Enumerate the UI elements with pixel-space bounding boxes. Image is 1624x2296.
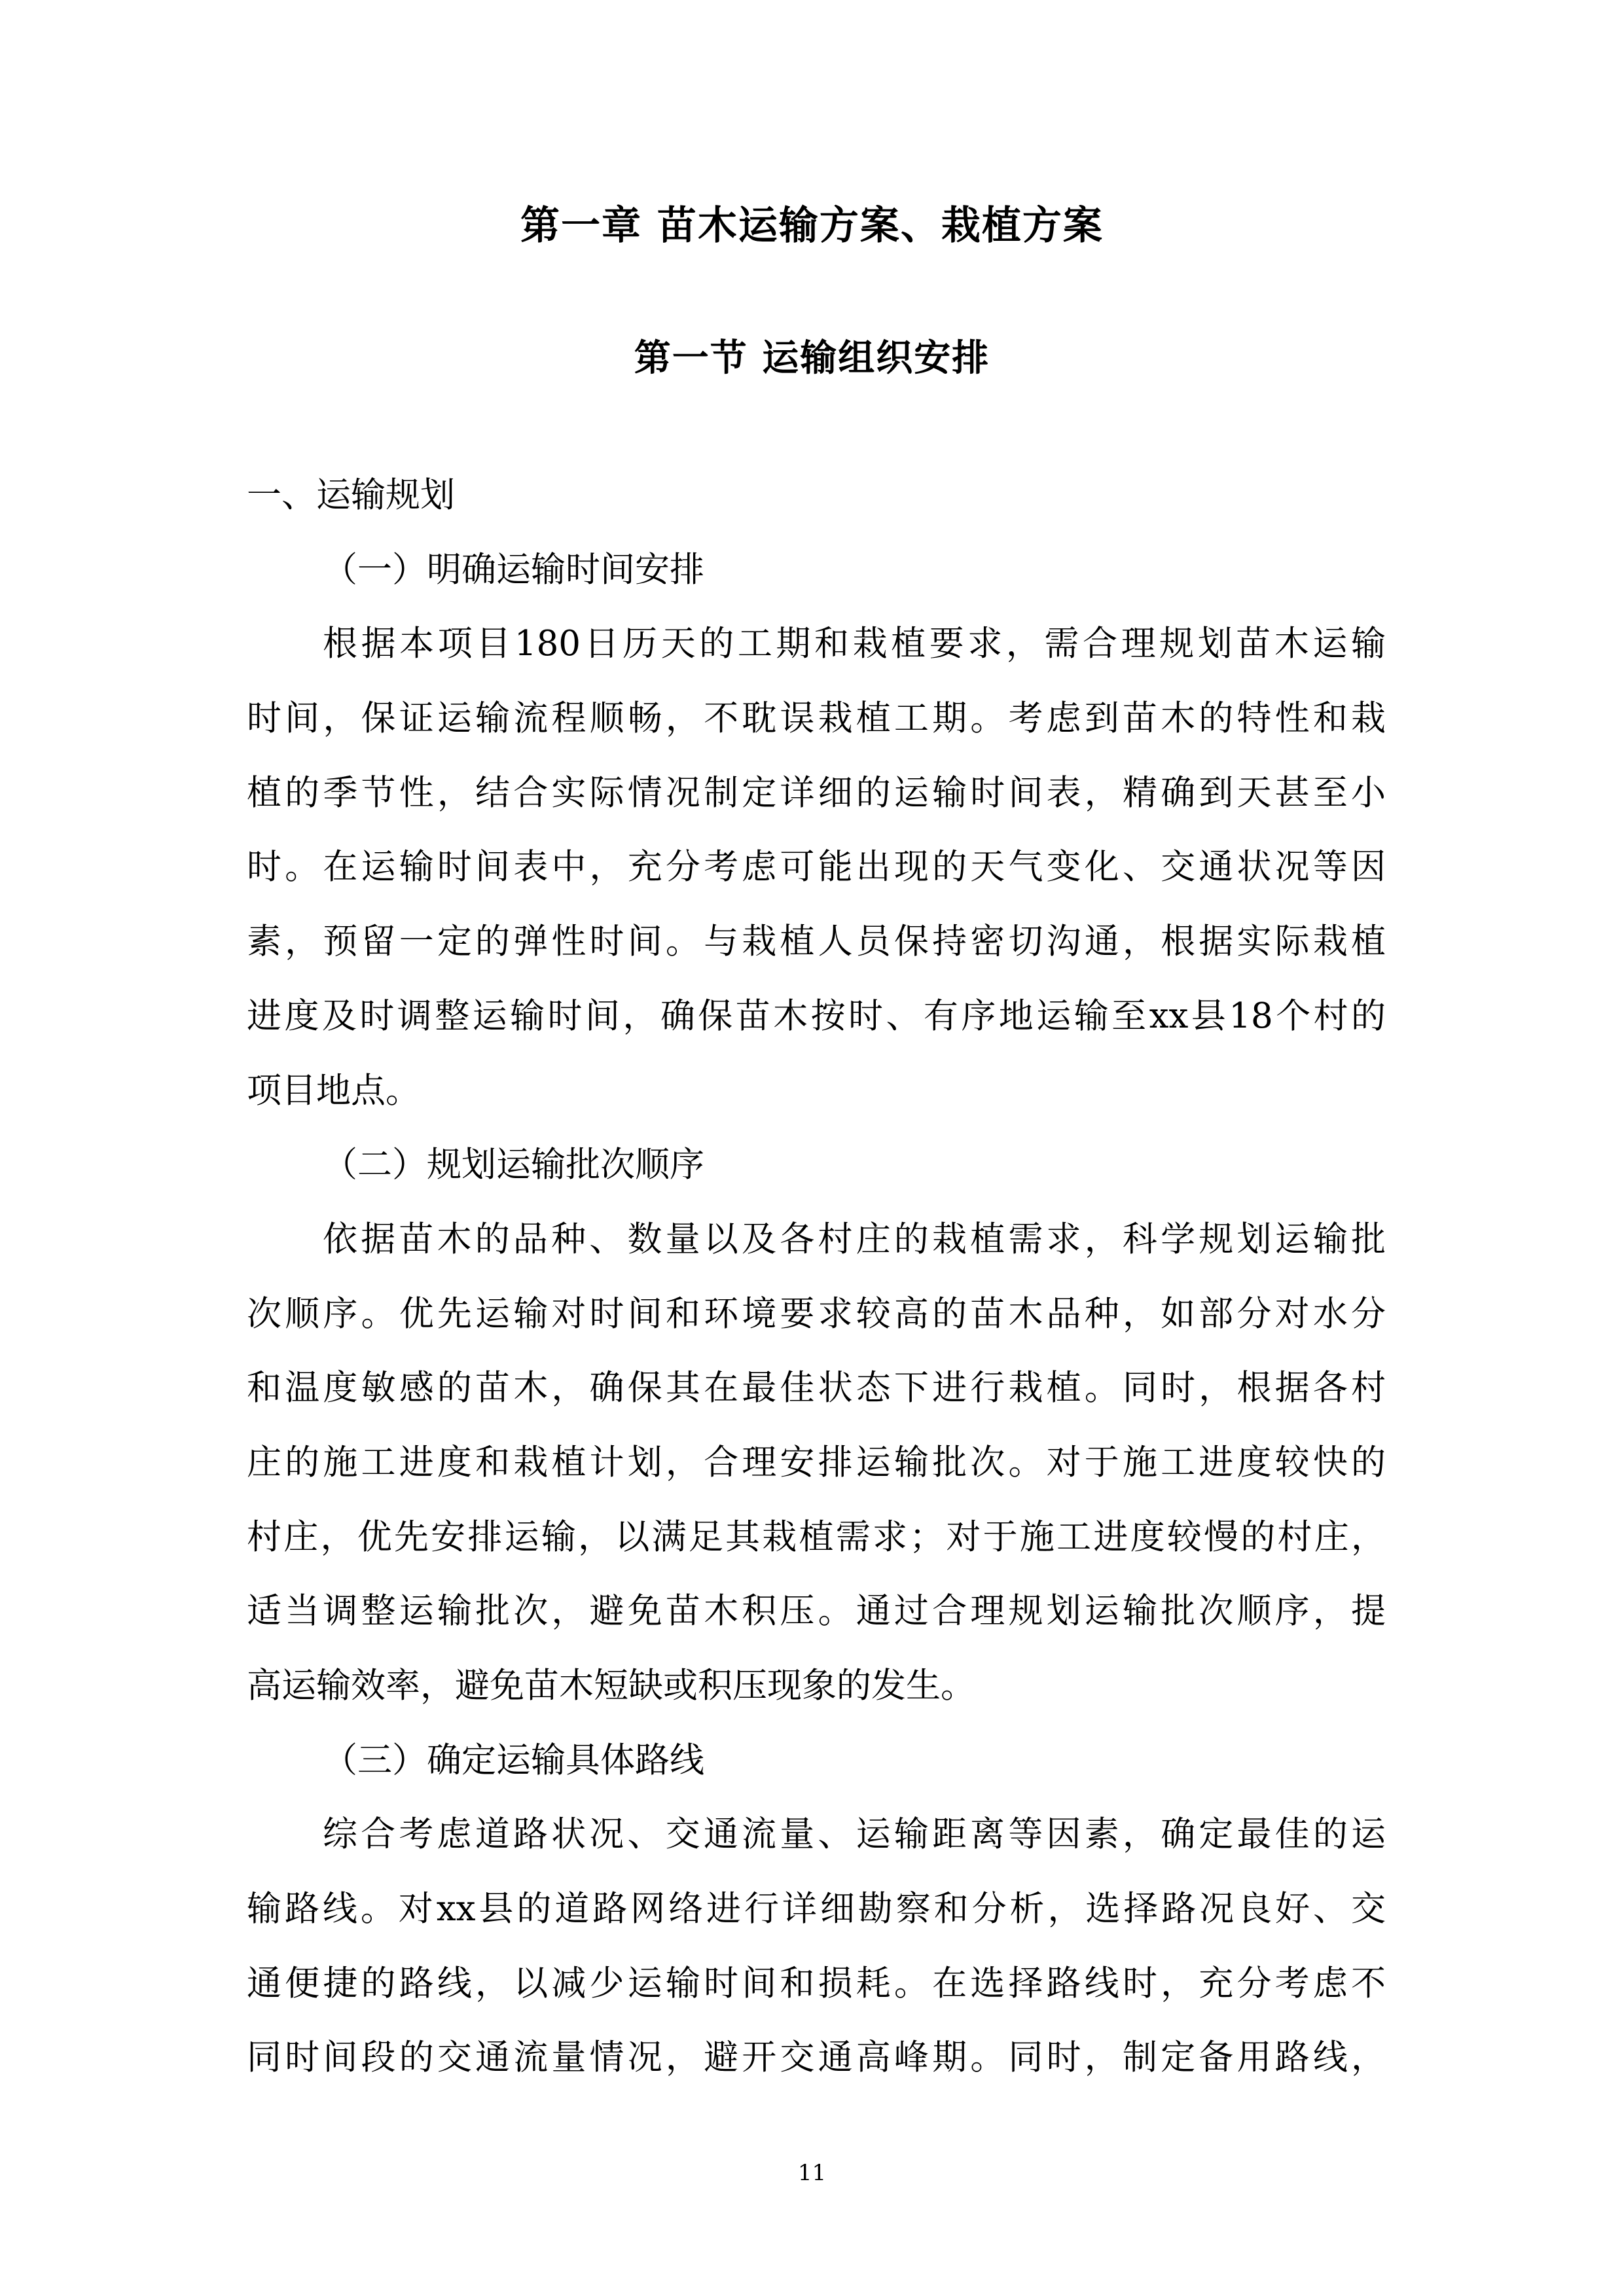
paragraph-line: 适当调整运输批次，避免苗木积压。通过合理规划运输批次顺序，提 xyxy=(247,1591,1386,1632)
paragraph-line: 综合考虑道路状况、交通流量、运输距离等因素，确定最佳的运 xyxy=(323,1814,1386,1855)
paragraph-line: 依据苗木的品种、数量以及各村庄的栽植需求，科学规划运输批 xyxy=(323,1219,1386,1259)
body-content xyxy=(247,458,1386,2095)
paragraph-line: 和温度敏感的苗木，确保其在最佳状态下进行栽植。同时，根据各村 xyxy=(247,1368,1386,1408)
paragraph-line: 时间，保证运输流程顺畅，不耽误栽植工期。考虑到苗木的特性和栽 xyxy=(247,698,1386,739)
paragraph-line: 同时间段的交通流量情况，避开交通高峰期。同时，制定备用路线， xyxy=(247,2037,1386,2078)
paragraph-line: 素，预留一定的弹性时间。与栽植人员保持密切沟通，根据实际栽植 xyxy=(247,922,1386,962)
subheading-route: （三）确定运输具体路线 xyxy=(323,1740,704,1780)
paragraph-line: 根据本项目180日历天的工期和栽植要求，需合理规划苗木运输 xyxy=(323,624,1386,664)
subheading-transport-schedule: （一）明确运输时间安排 xyxy=(323,549,704,590)
paragraph-line: 通便捷的路线，以减少运输时间和损耗。在选择路线时，充分考虑不 xyxy=(247,1963,1386,2003)
paragraph-line: 次顺序。优先运输对时间和环境要求较高的苗木品种，如部分对水分 xyxy=(247,1293,1386,1334)
paragraph-batch-order xyxy=(247,1202,1386,1723)
subheading-batch-order: （二）规划运输批次顺序 xyxy=(323,1145,704,1185)
paragraph-transport-schedule xyxy=(247,607,1386,1128)
paragraph-line: 项目地点。 xyxy=(247,1070,420,1111)
page-number: 11 xyxy=(797,2160,827,2186)
paragraph-line: 植的季节性，结合实际情况制定详细的运输时间表，精确到天甚至小 xyxy=(247,772,1386,813)
paragraph-line: 庄的施工进度和栽植计划，合理安排运输批次。对于施工进度较快的 xyxy=(247,1442,1386,1482)
paragraph-route xyxy=(247,1797,1386,2095)
paragraph-line: 村庄，优先安排运输，以满足其栽植需求；对于施工进度较慢的村庄， xyxy=(247,1516,1386,1557)
chapter-title: 第一章 苗木运输方案、栽植方案 xyxy=(520,203,1104,249)
paragraph-line: 时。在运输时间表中，充分考虑可能出现的天气变化、交通状况等因 xyxy=(247,847,1386,888)
heading-transport-planning: 一、运输规划 xyxy=(247,475,455,515)
paragraph-line: 进度及时调整运输时间，确保苗木按时、有序地运输至xx县18个村的 xyxy=(247,996,1386,1036)
paragraph-line: 高运输效率，避免苗木短缺或积压现象的发生。 xyxy=(247,1666,975,1706)
paragraph-line: 输路线。对xx县的道路网络进行详细勘察和分析，选择路况良好、交 xyxy=(247,1889,1386,1929)
section-title: 第一节 运输组织安排 xyxy=(634,336,990,380)
